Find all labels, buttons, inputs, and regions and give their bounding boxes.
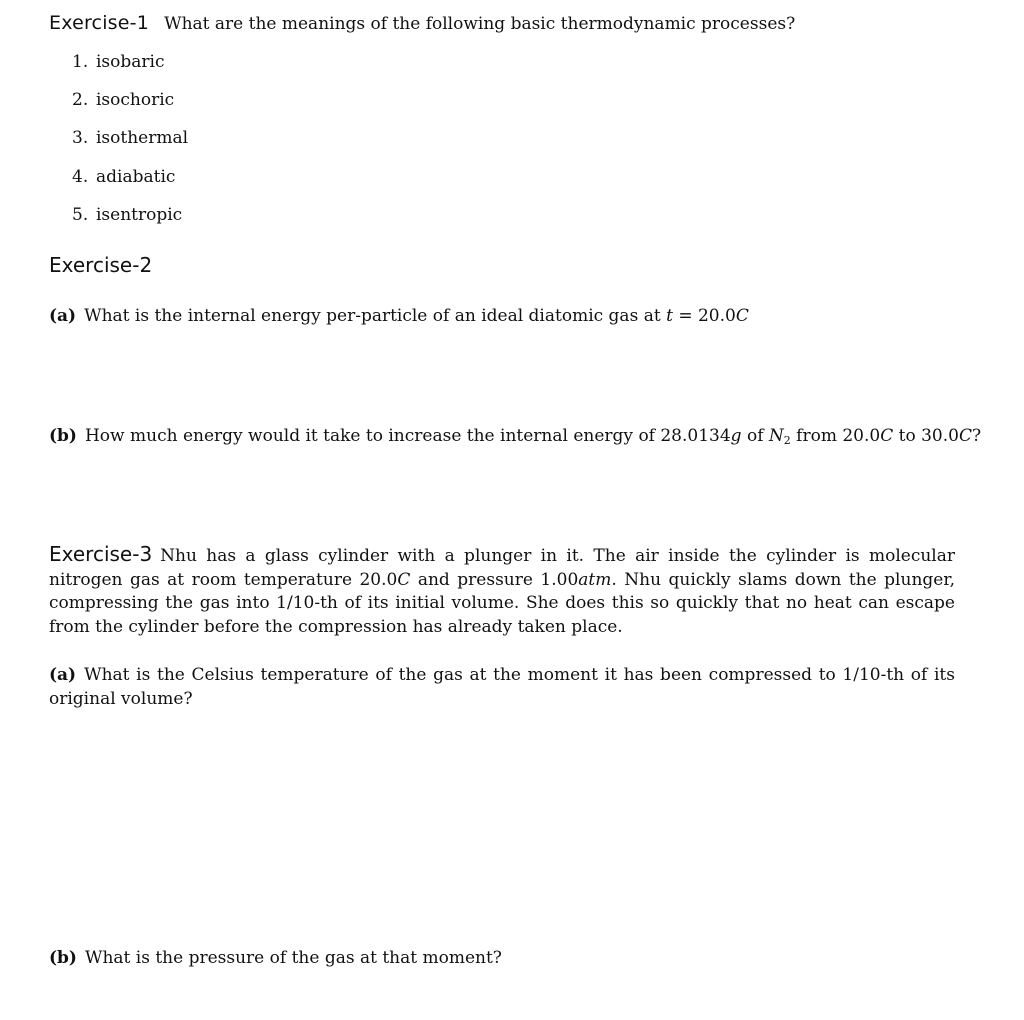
exercise-1-heading-row — [49, 12, 795, 34]
list-item-text: isentropic — [96, 205, 183, 225]
list-item-text: isobaric — [96, 52, 165, 72]
exercise-2-part-a — [49, 306, 749, 326]
list-item — [72, 90, 174, 110]
exercise-3-intro — [49, 543, 955, 639]
unit-celsius: C — [880, 426, 894, 446]
exercise-2-title: Exercise-2 — [49, 253, 153, 277]
part-text: How much energy would it take to increase the internal energy of 28.0134 — [84, 426, 731, 446]
part-label: (b) — [49, 948, 77, 968]
exercise-3-title: Exercise-3 — [49, 542, 153, 566]
intro-text: Nhu has a glass cylinder with a plunger in it. The air inside the cylinder is molecular nitrogen gas at room temperature 20.0 — [49, 546, 955, 590]
list-item — [72, 205, 182, 225]
exercise-1-question: What are the meanings of the following basic thermodynamic processes? — [164, 14, 796, 34]
part-label: (a) — [49, 306, 77, 326]
list-item-text: adiabatic — [96, 167, 176, 187]
species-symbol: N — [768, 426, 784, 446]
part-text: What is the pressure of the gas at that moment? — [84, 948, 502, 968]
equation-value: = 20.0 — [672, 306, 736, 326]
list-item-number: 4. — [72, 167, 89, 187]
intro-text: . Nhu quickly slams down the plunger, compressing the gas into 1/10-th of its initial volume. She does this so quickly that no heat can escape from the cylinder before the compression has already taken place. — [49, 569, 955, 637]
unit-atm: atm — [578, 569, 612, 590]
list-item-number: 2. — [72, 90, 89, 110]
part-text: from 20.0 — [790, 426, 881, 446]
list-item-text: isochoric — [96, 90, 175, 110]
part-label: (b) — [49, 426, 77, 446]
unit-celsius: C — [735, 306, 749, 326]
list-item — [72, 128, 188, 148]
unit-celsius: C — [958, 426, 972, 446]
unit-celsius: C — [397, 569, 411, 590]
list-item-number: 5. — [72, 205, 89, 225]
list-item-number: 1. — [72, 52, 89, 72]
list-item-text: isothermal — [96, 128, 189, 148]
variable-t: t — [666, 306, 673, 326]
list-item — [72, 52, 165, 72]
intro-text: and pressure 1.00 — [410, 569, 579, 590]
exercise-3-part-a — [49, 664, 955, 711]
part-text: to 30.0 — [893, 426, 959, 446]
unit-grams: g — [730, 426, 742, 446]
exercise-1-title: Exercise-1 — [49, 12, 150, 34]
part-text: What is the Celsius temperature of the gas at the moment it has been compressed to 1/10-th of its original volume? — [49, 665, 955, 709]
list-item — [72, 167, 175, 187]
part-text: What is the internal energy per-particle of an ideal diatomic gas at — [84, 306, 661, 326]
exercise-2-part-b — [49, 426, 981, 446]
part-text: of — [741, 426, 769, 446]
part-label: (a) — [49, 665, 77, 685]
question-mark: ? — [971, 426, 982, 446]
list-item-number: 3. — [72, 128, 89, 148]
exercise-3-part-b — [49, 948, 502, 968]
species-subscript: 2 — [783, 434, 791, 447]
